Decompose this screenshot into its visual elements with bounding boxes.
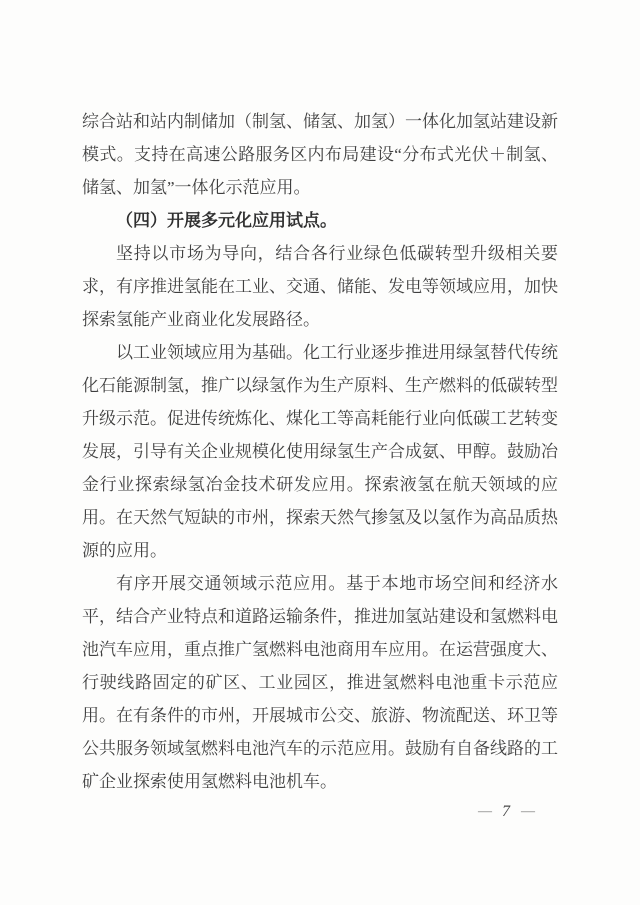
text-line: 化石能源制氢，推广以绿氢作为生产原料、生产燃料的低碳转型 [82, 376, 558, 395]
text-line: 矿企业探索使用氢燃料电池机车。 [82, 772, 337, 791]
text-line: 平，结合产业特点和道路运输条件，推进加氢站建设和氢燃料电 [82, 607, 558, 626]
footer-dash-left: — [478, 804, 491, 819]
text-line: 综合站和站内制储加（制氢、储氢、加氢）一体化加氢站建设新 [82, 112, 558, 131]
text-line: 有序开展交通领域示范应用。基于本地市场空间和经济水 [116, 574, 558, 593]
page-number: 7 [502, 803, 510, 820]
document-body [82, 105, 558, 798]
text-line: 模式。支持在高速公路服务区内布局建设“分布式光伏＋制氢、 [82, 145, 558, 164]
text-line: 公共服务领域氢燃料电池汽车的示范应用。鼓励有自备线路的工 [82, 739, 558, 758]
footer-dash-right: — [521, 804, 534, 819]
text-line: 行驶线路固定的矿区、工业园区，推进氢燃料电池重卡示范应 [82, 673, 558, 692]
text-line: 用。在有条件的市州，开展城市公交、旅游、物流配送、环卫等 [82, 706, 558, 725]
text-line: 以工业领域应用为基础。化工行业逐步推进用绿氢替代传统 [116, 343, 558, 362]
text-line: 储氢、加氢”一体化示范应用。 [82, 178, 311, 197]
text-line: 发展，引导有关企业规模化使用绿氢生产合成氨、甲醇。鼓励冶 [82, 442, 558, 461]
text-line: 金行业探索绿氢冶金技术研发应用。探索液氢在航天领域的应 [82, 475, 558, 494]
page-footer [478, 803, 534, 821]
text-line: 池汽车应用，重点推广氢燃料电池商用车应用。在运营强度大、 [82, 640, 558, 659]
text-line: 升级示范。促进传统炼化、煤化工等高耗能行业向低碳工艺转变 [82, 409, 558, 428]
section-heading: （四）开展多元化应用试点。 [116, 211, 337, 230]
text-line: 求，有序推进氢能在工业、交通、储能、发电等领域应用，加快 [82, 277, 558, 296]
text-line: 坚持以市场为导向，结合各行业绿色低碳转型升级相关要 [116, 244, 558, 263]
text-line: 源的应用。 [82, 541, 167, 560]
text-line: 探索氢能产业商业化发展路径。 [82, 310, 320, 329]
text-line: 用。在天然气短缺的市州，探索天然气掺氢及以氢作为高品质热 [82, 508, 558, 527]
